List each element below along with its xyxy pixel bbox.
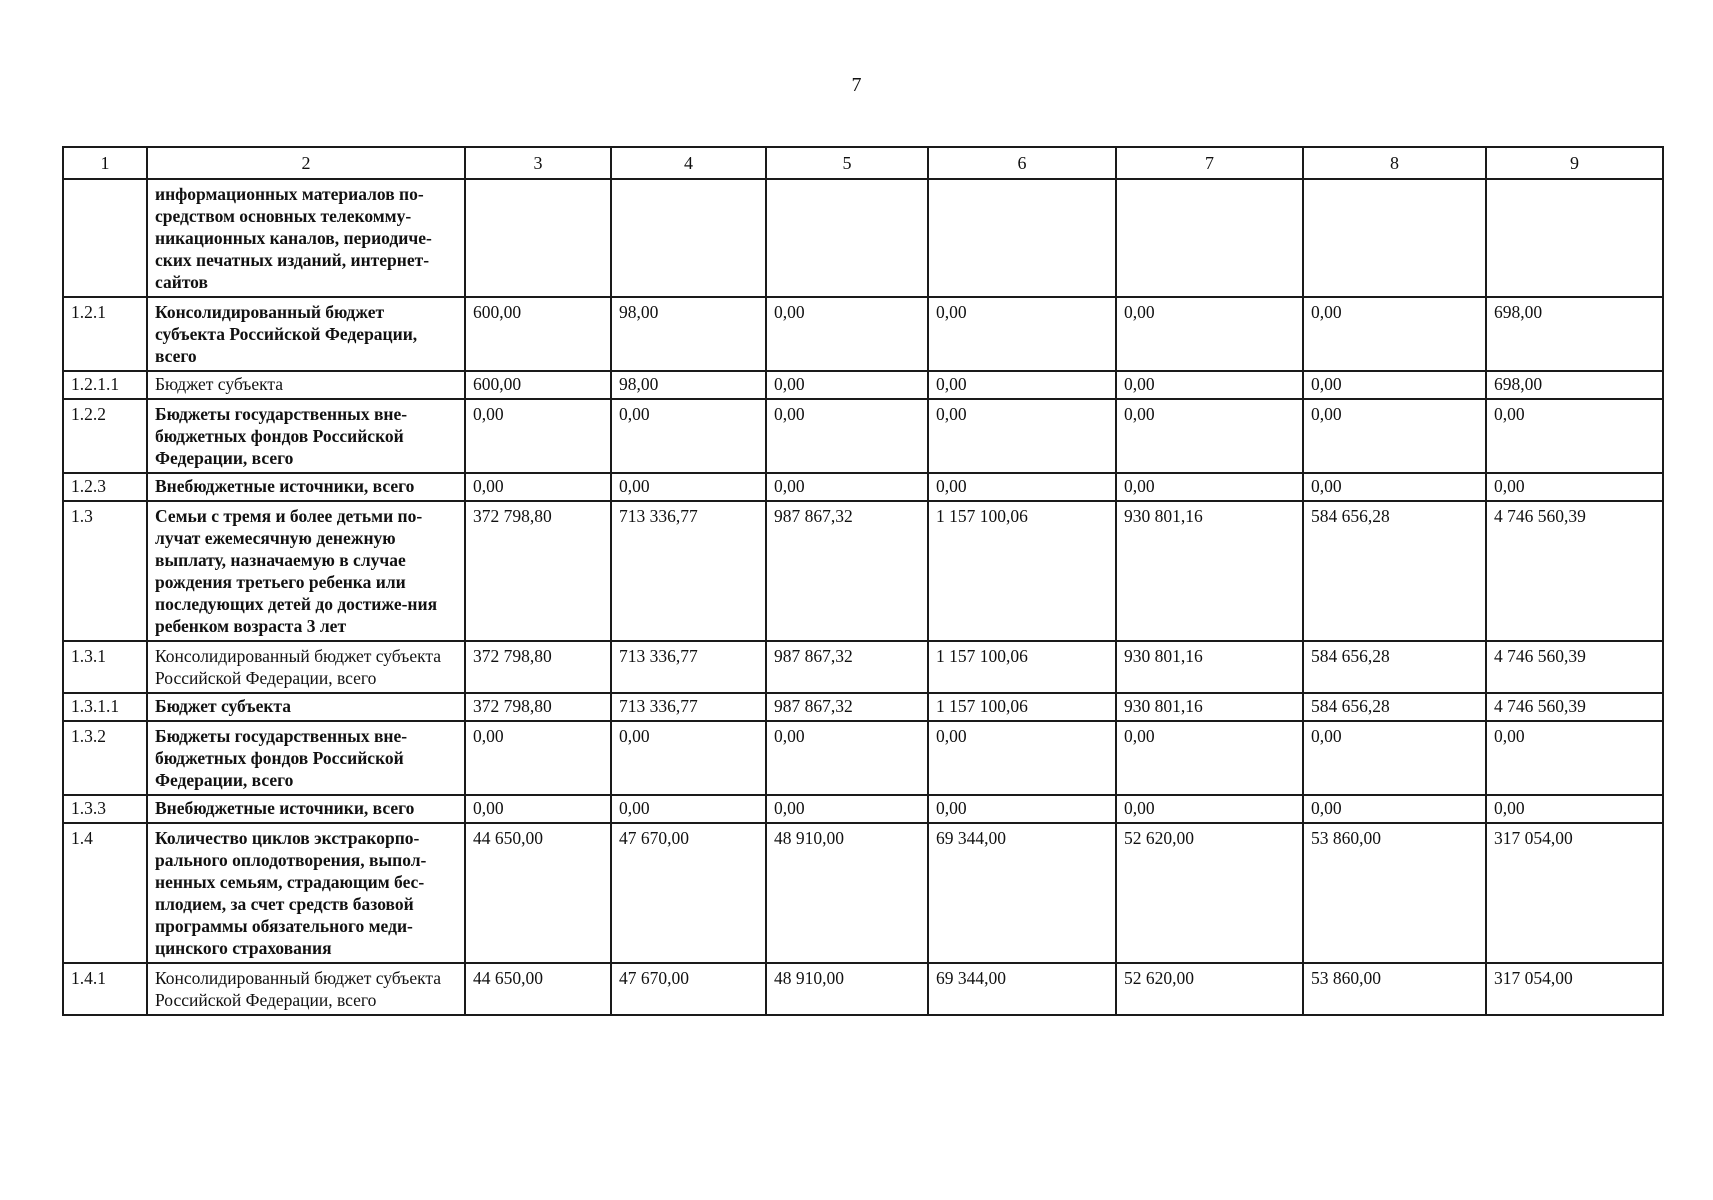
value-cell: 0,00 xyxy=(766,721,928,795)
value-cell: 930 801,16 xyxy=(1116,501,1303,641)
value-cell: 0,00 xyxy=(1303,399,1486,473)
value-cell: 0,00 xyxy=(766,297,928,371)
row-number: 1.3.2 xyxy=(63,721,147,795)
value-cell: 0,00 xyxy=(766,371,928,399)
row-number: 1.4 xyxy=(63,823,147,963)
value-cell xyxy=(1116,179,1303,297)
value-cell xyxy=(766,179,928,297)
value-cell: 0,00 xyxy=(465,473,611,501)
row-name: информационных материалов по-средством основных телекомму-никационных каналов, периодиче-ских печатных изданий, интернет-сайтов xyxy=(147,179,465,297)
page-number: 7 xyxy=(851,74,862,96)
value-cell: 98,00 xyxy=(611,297,766,371)
value-cell: 52 620,00 xyxy=(1116,963,1303,1015)
table-row xyxy=(63,501,1663,641)
row-name: Бюджет субъекта xyxy=(147,693,465,721)
row-name: Внебюджетные источники, всего xyxy=(147,473,465,501)
value-cell: 0,00 xyxy=(1116,721,1303,795)
value-cell: 53 860,00 xyxy=(1303,963,1486,1015)
value-cell: 0,00 xyxy=(928,721,1116,795)
value-cell: 47 670,00 xyxy=(611,823,766,963)
value-cell: 0,00 xyxy=(1116,297,1303,371)
column-header: 8 xyxy=(1303,147,1486,179)
table-row xyxy=(63,473,1663,501)
row-name: Консолидированный бюджет субъекта Российской Федерации, всего xyxy=(147,641,465,693)
value-cell: 584 656,28 xyxy=(1303,693,1486,721)
value-cell: 0,00 xyxy=(465,795,611,823)
value-cell: 0,00 xyxy=(1486,399,1663,473)
value-cell: 0,00 xyxy=(1116,399,1303,473)
row-number: 1.2.1.1 xyxy=(63,371,147,399)
value-cell: 0,00 xyxy=(766,473,928,501)
value-cell: 0,00 xyxy=(928,473,1116,501)
value-cell: 0,00 xyxy=(1486,721,1663,795)
row-number: 1.2.1 xyxy=(63,297,147,371)
value-cell: 317 054,00 xyxy=(1486,823,1663,963)
table-row xyxy=(63,795,1663,823)
row-name: Бюджет субъекта xyxy=(147,371,465,399)
table-row xyxy=(63,963,1663,1015)
header-row xyxy=(63,147,1663,179)
value-cell: 372 798,80 xyxy=(465,641,611,693)
column-header: 4 xyxy=(611,147,766,179)
value-cell: 698,00 xyxy=(1486,297,1663,371)
value-cell: 713 336,77 xyxy=(611,501,766,641)
value-cell xyxy=(1303,179,1486,297)
value-cell xyxy=(1486,179,1663,297)
value-cell: 600,00 xyxy=(465,297,611,371)
value-cell: 372 798,80 xyxy=(465,501,611,641)
column-header: 6 xyxy=(928,147,1116,179)
value-cell: 600,00 xyxy=(465,371,611,399)
value-cell: 0,00 xyxy=(928,371,1116,399)
column-header: 3 xyxy=(465,147,611,179)
value-cell: 0,00 xyxy=(928,399,1116,473)
value-cell: 0,00 xyxy=(766,399,928,473)
value-cell: 0,00 xyxy=(1303,297,1486,371)
row-name: Бюджеты государственных вне-бюджетных фондов Российской Федерации, всего xyxy=(147,399,465,473)
value-cell: 372 798,80 xyxy=(465,693,611,721)
table-row xyxy=(63,721,1663,795)
value-cell: 4 746 560,39 xyxy=(1486,501,1663,641)
value-cell: 0,00 xyxy=(1116,795,1303,823)
value-cell: 584 656,28 xyxy=(1303,641,1486,693)
value-cell: 0,00 xyxy=(1486,473,1663,501)
row-number: 1.3 xyxy=(63,501,147,641)
value-cell: 4 746 560,39 xyxy=(1486,693,1663,721)
value-cell: 0,00 xyxy=(465,399,611,473)
value-cell: 1 157 100,06 xyxy=(928,501,1116,641)
row-name: Бюджеты государственных вне-бюджетных фондов Российской Федерации, всего xyxy=(147,721,465,795)
budget-table xyxy=(62,146,1664,1016)
table-row xyxy=(63,179,1663,297)
value-cell: 584 656,28 xyxy=(1303,501,1486,641)
value-cell: 1 157 100,06 xyxy=(928,693,1116,721)
value-cell: 47 670,00 xyxy=(611,963,766,1015)
value-cell: 0,00 xyxy=(1303,795,1486,823)
value-cell: 317 054,00 xyxy=(1486,963,1663,1015)
value-cell: 53 860,00 xyxy=(1303,823,1486,963)
value-cell: 698,00 xyxy=(1486,371,1663,399)
value-cell: 44 650,00 xyxy=(465,963,611,1015)
value-cell: 0,00 xyxy=(1303,371,1486,399)
value-cell: 930 801,16 xyxy=(1116,693,1303,721)
value-cell xyxy=(928,179,1116,297)
value-cell: 0,00 xyxy=(928,297,1116,371)
column-header: 9 xyxy=(1486,147,1663,179)
value-cell: 713 336,77 xyxy=(611,641,766,693)
value-cell: 69 344,00 xyxy=(928,823,1116,963)
row-number: 1.3.1 xyxy=(63,641,147,693)
value-cell: 1 157 100,06 xyxy=(928,641,1116,693)
value-cell: 0,00 xyxy=(611,473,766,501)
value-cell: 0,00 xyxy=(611,795,766,823)
value-cell: 0,00 xyxy=(928,795,1116,823)
row-number: 1.2.2 xyxy=(63,399,147,473)
row-number xyxy=(63,179,147,297)
value-cell: 0,00 xyxy=(611,399,766,473)
row-name: Консолидированный бюджет субъекта Российской Федерации, всего xyxy=(147,963,465,1015)
value-cell: 0,00 xyxy=(1303,473,1486,501)
row-name: Консолидированный бюджет субъекта Российской Федерации, всего xyxy=(147,297,465,371)
value-cell: 52 620,00 xyxy=(1116,823,1303,963)
value-cell xyxy=(465,179,611,297)
row-number: 1.2.3 xyxy=(63,473,147,501)
row-name: Количество циклов экстракорпо-рального оплодотворения, выпол-ненных семьям, страдающим бес-плодием, за счет средств базовой программы обязательного меди-цинского страхования xyxy=(147,823,465,963)
value-cell: 44 650,00 xyxy=(465,823,611,963)
table-row xyxy=(63,693,1663,721)
value-cell: 48 910,00 xyxy=(766,963,928,1015)
value-cell: 987 867,32 xyxy=(766,693,928,721)
table-row xyxy=(63,297,1663,371)
value-cell: 0,00 xyxy=(611,721,766,795)
value-cell: 0,00 xyxy=(465,721,611,795)
table-row xyxy=(63,399,1663,473)
table-row xyxy=(63,641,1663,693)
value-cell: 930 801,16 xyxy=(1116,641,1303,693)
value-cell: 69 344,00 xyxy=(928,963,1116,1015)
value-cell: 0,00 xyxy=(1116,473,1303,501)
value-cell: 0,00 xyxy=(766,795,928,823)
value-cell: 987 867,32 xyxy=(766,641,928,693)
table-row xyxy=(63,371,1663,399)
value-cell: 0,00 xyxy=(1303,721,1486,795)
value-cell xyxy=(611,179,766,297)
value-cell: 713 336,77 xyxy=(611,693,766,721)
table-body xyxy=(63,179,1663,1015)
value-cell: 987 867,32 xyxy=(766,501,928,641)
column-header: 7 xyxy=(1116,147,1303,179)
row-name: Внебюджетные источники, всего xyxy=(147,795,465,823)
table-row xyxy=(63,823,1663,963)
value-cell: 4 746 560,39 xyxy=(1486,641,1663,693)
value-cell: 98,00 xyxy=(611,371,766,399)
row-name: Семьи с тремя и более детьми по-лучат ежемесячную денежную выплату, назначаемую в случае рождения третьего ребенка или последующих детей до достиже-ния ребенком возраста 3 лет xyxy=(147,501,465,641)
value-cell: 48 910,00 xyxy=(766,823,928,963)
row-number: 1.4.1 xyxy=(63,963,147,1015)
value-cell: 0,00 xyxy=(1116,371,1303,399)
row-number: 1.3.3 xyxy=(63,795,147,823)
column-header: 5 xyxy=(766,147,928,179)
row-number: 1.3.1.1 xyxy=(63,693,147,721)
value-cell: 0,00 xyxy=(1486,795,1663,823)
column-header: 1 xyxy=(63,147,147,179)
column-header: 2 xyxy=(147,147,465,179)
